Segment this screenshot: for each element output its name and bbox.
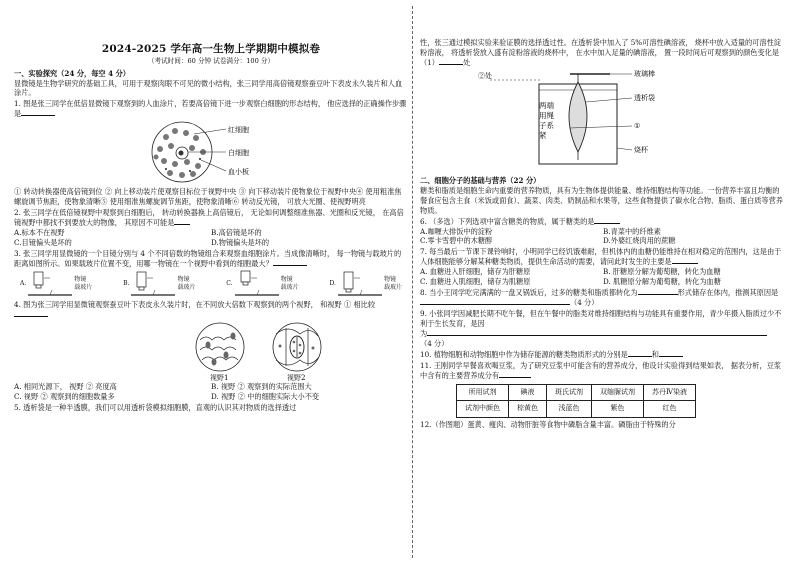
lens-label-pair [177,276,195,293]
question-9-text-2: 为 [420,328,428,338]
question-1-text: 1. 图是张三同学在低倍显微镜下观察到的人血涂片，若要高倍镜下进一步观察白细胞的形态结构， 他应选择的正确操作步骤是 [14,99,407,119]
label-position-1: ① [634,121,641,130]
lens-option-a [20,270,92,298]
exam-title: 2024-2025 学年高一生物上学期期中模拟卷 [101,43,321,55]
answer-blank [420,304,570,305]
lens-option-d [329,270,402,298]
question-5-continued [420,38,786,68]
answer-blank [499,377,531,378]
question-6-options [420,227,786,247]
objective-label: 物镜 [280,275,293,283]
lens-label-pair [74,276,92,293]
option-d: D. 视野 ② 中的细胞实际大小不变 [211,391,320,401]
label-beaker: 烧杯 [634,145,648,154]
section-2-heading: 二、细胞分子的基础与营养（22 分） [420,175,541,185]
option-a: A.标本不在视野 [14,228,65,238]
question-9 [420,309,786,329]
objective-label: 物镜 [177,275,190,283]
label-red-cell: 红细胞 [228,126,249,135]
label-dialysis-bag: 透析袋 [634,93,655,102]
question-4-text: 4. 图为张三同学用显微镜观察蚕豆叶下表皮永久装片时，在不同放大倍数下观察到的两个视野， 和视野 ① 相比较 [14,299,376,309]
label-tied-line-2: 用绳 [539,110,554,120]
question-8-text-2: 形式储存在体内，推测其原因是 [677,288,779,298]
option-c: C. 视野 ② 观察到的细胞数量多 [14,391,115,401]
objective-lens-icon [235,270,279,298]
table-row-label: 试剂中颜色 [457,401,509,418]
question-7-options [420,267,786,287]
lens-option-b [123,270,195,298]
lens-label-pair [281,276,299,293]
answer-blank [659,356,683,357]
answer-blank [427,335,767,336]
question-12: 12.（作图题）蛋黄、瘦肉、动物肝脏等食物中磷脂含量丰富。磷脂由于特殊的分 [420,419,676,429]
question-7 [420,247,786,267]
blank-marker: 处 [462,57,471,67]
question-6-text: 6. （多选）下列选项中富含糖类的物质，属于糖类的是 [420,216,595,226]
lens-letter: A. [20,279,27,287]
option-d: D.外婆红烧肉用的蔗糖 [603,236,676,246]
reagent-table [456,384,696,418]
table-header-cell: 碘液 [509,384,547,401]
table-header-cell: 斑氏试剂 [547,384,592,401]
question-2-text: 2. 张三同学在低倍镜视野中观察到白细胞后， 转动转换器换上高倍镜后， 无论如何调整细准焦器、光圈和反光镜， 在高倍镜视野中都找不到要放大的物像， 其原因不可能是 [14,208,404,228]
lens-letter: D. [329,279,336,287]
option-d: D. 肌糖原分解为葡萄糖，转化为血糖 [603,277,721,287]
objective-lens-icon [28,270,72,298]
table-cell: 紫色 [592,401,644,418]
section-1-heading: 一、实验探究（24 分，每空 4 分） [14,68,130,78]
objective-lens-icon [131,270,175,298]
lens-letter: B. [123,279,130,287]
answer-blank [638,294,678,295]
view-2-label: 视野2 [287,373,306,382]
question-3-text: 3. 张三同学用显微镜的一个目镜分别与 4 个不同倍数的物镜组合来观察血细胞涂片。当成像清晰时， 每一物镜与载玻片的距离如图所示。如果载玻片位置不变，用哪一物镜在一个视野中看到的细胞最大？ [14,248,402,268]
slide-label: 载玻片 [177,283,196,291]
view-1-label: 视野1 [210,373,229,382]
label-tied-line-4: 紧 [539,130,547,140]
lens-label-pair [384,276,402,293]
question-9-score: （4 分） [420,338,449,348]
answer-blank [273,265,307,266]
label-tied-line-3: 子系 [539,120,554,130]
answer-blank [439,64,463,65]
option-c: C.零卡雪碧中的木糖醇 [420,236,493,246]
option-b: B. 视野 ② 观察到的实际范围大 [211,381,312,391]
objective-label: 物镜 [383,275,396,283]
table-cell: 棕黄色 [509,401,547,418]
lens-options [14,269,408,299]
option-b: B.青菜中的纤维素 [603,226,661,236]
label-glass-rod: 玻璃棒 [634,69,655,78]
dialysis-bag-diagram [420,68,786,168]
left-column [14,0,408,412]
label-platelet: 血小板 [228,168,249,177]
answer-blank [594,223,620,224]
question-8-text: 8. 当小王同学吃完满满的一盘又锅饭后，过多的糖类和脂质都转化为 [420,288,638,298]
table-header-cell: 双缩脲试剂 [592,384,644,401]
table-row [457,401,696,418]
lens-letter: C. [226,279,233,287]
question-5-text: 性，张三通过模拟实验来验证膜的选择透过性。在透析袋中加入了 5%可溶性碘溶液， 烧杯中放入适量的可溶性淀粉溶液， 将透析袋放入盛有淀粉溶液的烧杯中， 在水中加入足量的碘溶液， 置一段时间后可观察到的颜色变化是（1） [420,38,781,67]
option-a: A. 血糖进入肝细胞，储存为肝糖原 [420,267,531,277]
question-4 [14,300,408,320]
question-6 [420,217,786,227]
exam-subtitle: （考试时间：60 分钟 试卷满分：100 分） [147,57,275,66]
option-c: C. 血糖进入肌细胞，储存为肌糖原 [420,277,531,287]
answer-blank [628,356,652,357]
option-a: A.咖喱大排饭中的淀粉 [420,226,493,236]
option-d: D.物镜偏头是坏的 [211,237,270,247]
label-white-cell: 白细胞 [228,149,249,158]
conjunction: 和 [651,349,659,359]
label-position-2: ②处 [478,71,492,80]
option-b: B. 肝糖原分解为葡萄糖，转化为血糖 [603,267,721,277]
question-11-text: 11. 王刚同学早餐喜欢喝豆浆，为了研究豆浆中可能含有的营养成分，他设计实验得到结果如表， 据表分析，豆浆中含有的主要营养成分有 [420,360,782,380]
table-cell: 红色 [644,401,696,418]
slide-label: 载玻片 [383,283,402,291]
answer-blank [21,115,55,116]
column-divider [412,6,413,558]
question-11 [420,361,786,381]
question-2-options [14,228,408,248]
question-1 [14,99,408,119]
table-header-cell: 苏丹Ⅳ染液 [644,384,696,401]
label-tied-line-1: 两端 [539,100,554,110]
leaf-epidermis-views [14,320,408,382]
table-header-row [457,384,696,401]
question-4-options [14,382,408,402]
slide-label: 载玻片 [280,283,299,291]
section-2-intro: 糖类和脂质是细胞生命内重要的营养物质，具有为生物体提供能量、维持细胞结构等功能。一份营养丰富且均衡的餐食应包含主食（米饭或面食）、蔬菜、肉类、奶制品和水果等，这些食物提供了碳水化合物、脂质、蛋白质等营养物质。 [420,185,783,215]
question-3 [14,249,408,269]
question-9-answer-line [420,329,786,339]
option-c: C.目镜偏头是坏的 [14,237,72,247]
option-b: B.高倍镜是坏的 [211,228,262,238]
question-1-steps: ① 转动转换器使高倍镜到位 ② 向上移动装片使观察目标位于视野中央 ③ 向下移动装片使物象位于视野中央④ 使用粗准焦螺旋调节焦距，使物象清晰⑤ 使用细准焦螺旋调节焦距，使物象清晰⑥ 转动反光镜， 可放大光圈、使视野明亮 [14,187,402,207]
question-8 [420,288,786,308]
score-note: （4 分） [570,298,599,308]
right-column [420,0,786,430]
section-1-intro: 显微镜是生物学研究的基础工具，可用于观察肉眼不可见的微小结构，张三同学用高倍镜观察蚕豆叶下表皮永久装片和人血涂片。 [14,78,403,98]
answer-blank [14,316,48,317]
question-10 [420,350,786,360]
answer-blank [174,224,190,225]
objective-lens-icon [338,270,382,298]
question-10-text: 10. 植物细胞和动物细胞中作为储存能源的糖类物质形式的分别是 [420,349,628,359]
question-5: 5. 透析袋是一种半透膜，我们可以用透析袋模拟细胞膜，直观的认识其对物质的选择透过 [14,402,297,412]
option-a: A. 相同光源下， 视野 ② 亮度高 [14,381,117,391]
slide-label: 载玻片 [74,283,93,291]
answer-blank [672,263,698,264]
view-1-field [196,323,244,371]
question-7-text: 7. 每当最后一节课下课铃响时，小明同学已经饥饿难耐，但机体内的血糖仍能维持在相对稳定的范围内，这是由于人体细胞能够分解某种糖类物质，提供生命活动的需要，请问此时发生的主要是 [420,247,782,267]
table-header-cell: 所用试剂 [457,384,509,401]
table-cell: 浅蓝色 [547,401,592,418]
question-9-text: 9. 小张同学因减肥长期不吃午餐，但在午餐中的脂类对维持细胞结构与功能具有重要作用，青少年摄入脂质过少不利于生长发育，是因 [420,309,782,328]
blood-smear-diagram [14,119,408,187]
lens-option-c [226,270,298,298]
objective-label: 物镜 [74,275,87,283]
question-2 [14,208,408,228]
